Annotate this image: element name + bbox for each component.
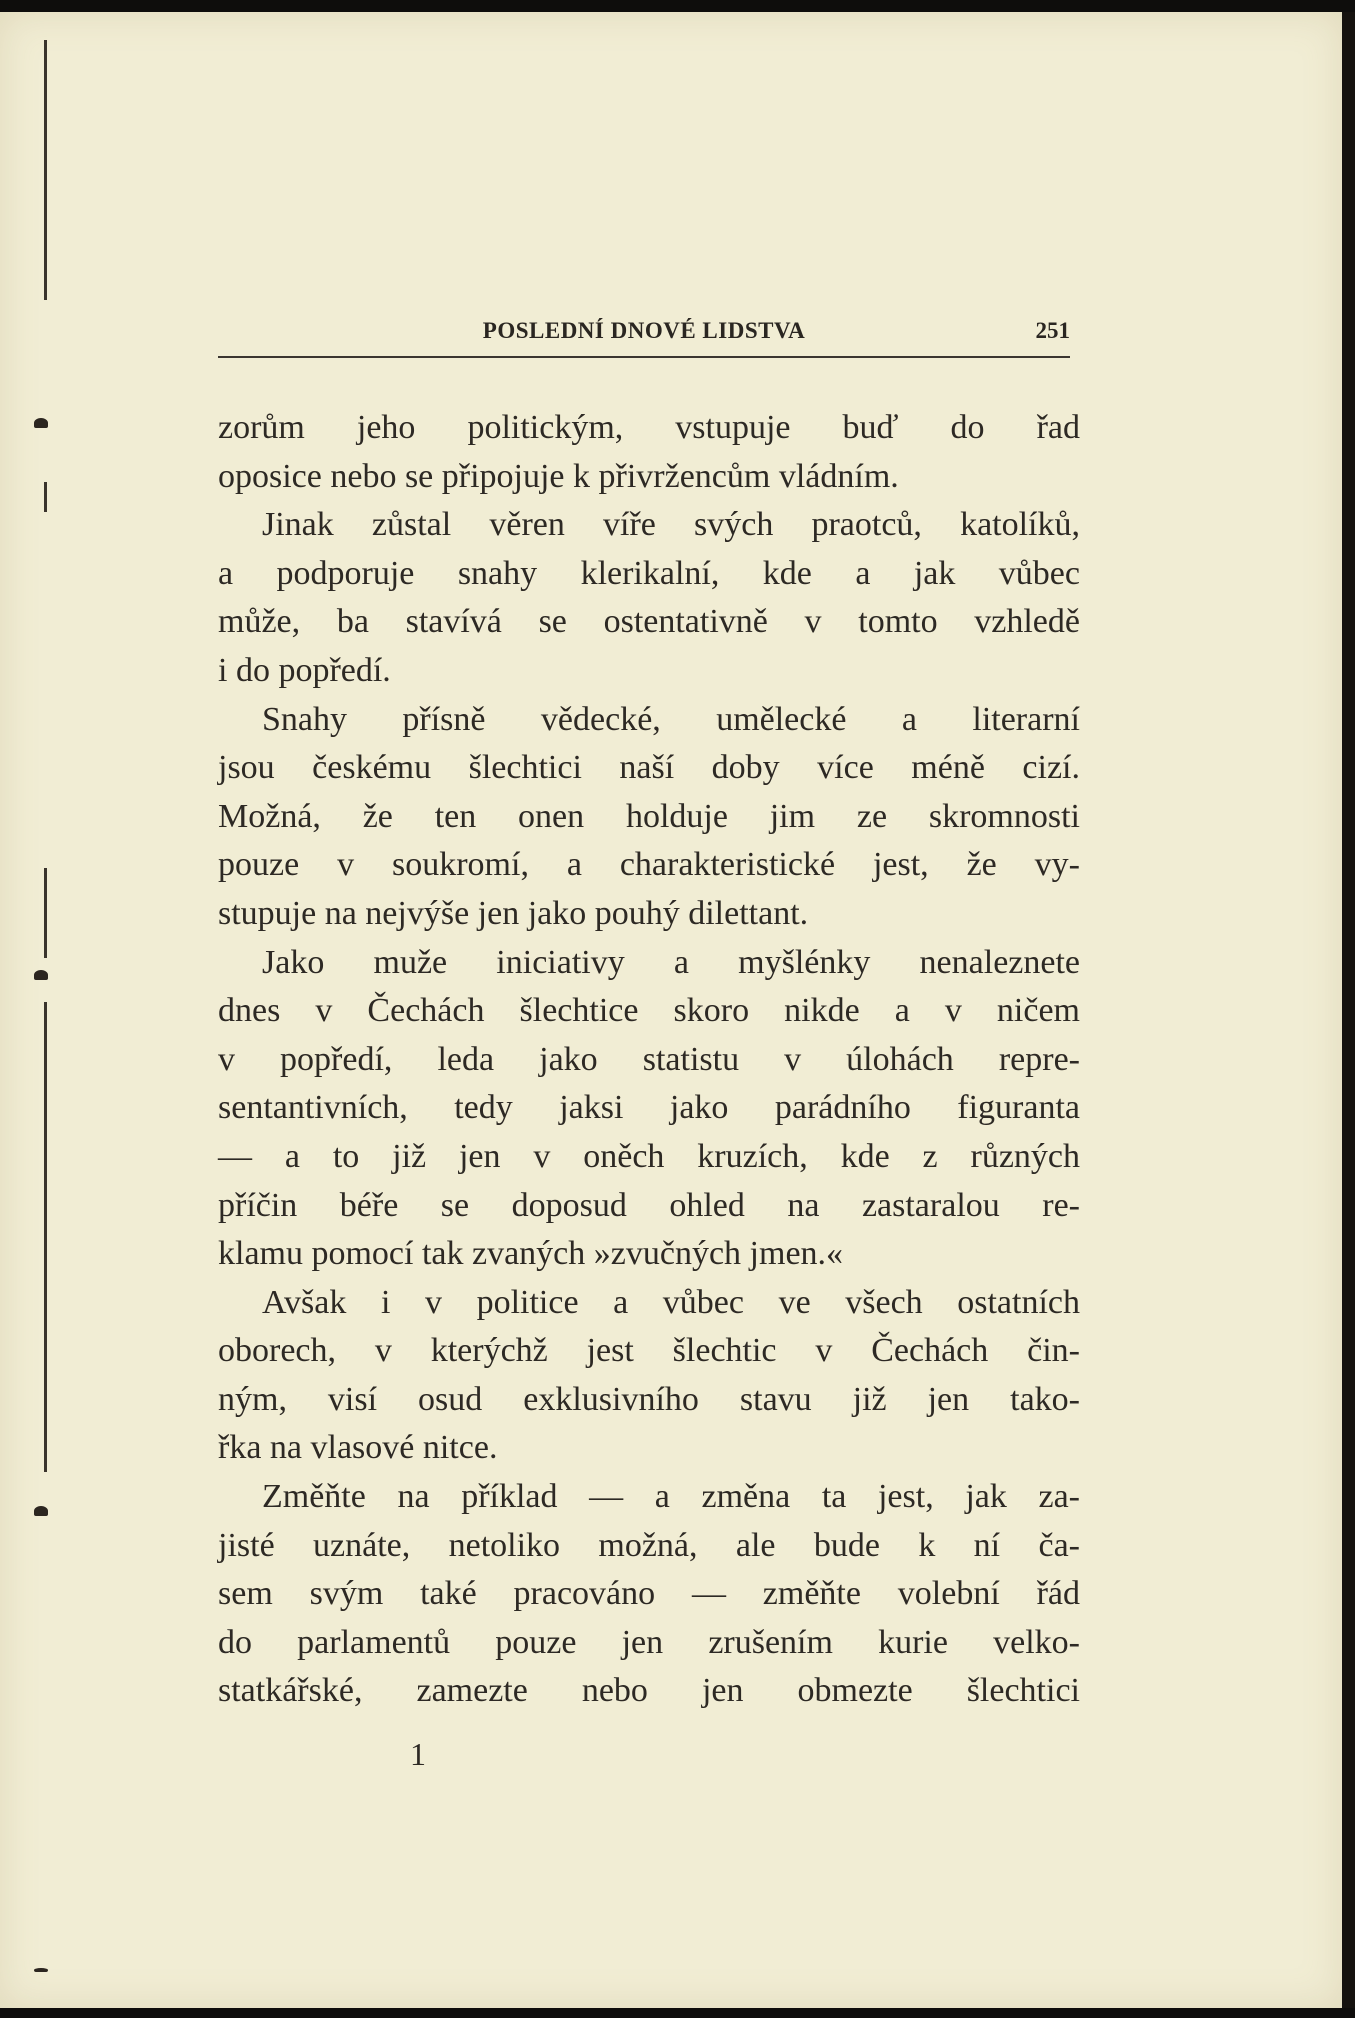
text-line: a podporuje snahy klerikalní, kde a jak vůbec: [218, 554, 1080, 592]
text-line: — a to již jen v oněch kruzích, kde z různých: [218, 1137, 1080, 1175]
running-title: POSLEDNÍ DNOVÉ LIDSTVA: [482, 318, 806, 343]
text-line: sentantivních, tedy jaksi jako parádního figuranta: [218, 1089, 1080, 1127]
text-line: klamu pomocí tak zvaných »zvučných jmen.«: [218, 1235, 844, 1273]
text-line: oborech, v kterýchž jest šlechtic v Čechách čin-: [218, 1332, 1080, 1370]
page-edge-shadow: [1342, 12, 1355, 2008]
running-head: [218, 316, 1070, 358]
text-line: řka na vlasové nitce.: [218, 1429, 498, 1467]
text-line: statkářské, zamezte nebo jen obmezte šlechtici: [218, 1672, 1080, 1710]
page-number: 251: [1035, 318, 1070, 343]
gutter-line: [44, 40, 47, 300]
text-line: Jako muže iniciativy a myšlénky nenaleznete: [262, 943, 1080, 981]
text-line: i do popředí.: [218, 651, 391, 689]
text-line: může, ba stavívá se ostentativně v tomto vzhledě: [218, 603, 1080, 641]
text-line: dnes v Čechách šlechtice skoro nikde a v ničem: [218, 992, 1080, 1030]
text-line: Snahy přísně vědecké, umělecké a literarní: [262, 700, 1080, 738]
text-line: Avšak i v politice a vůbec ve všech ostatních: [262, 1283, 1080, 1321]
text-line: Možná, že ten onen holduje jim ze skromnosti: [218, 797, 1080, 835]
text-line: ným, visí osud exklusivního stavu již jen tako-: [218, 1380, 1080, 1418]
gutter-line: [44, 1002, 47, 1472]
text-line: zorům jeho politickým, vstupuje buď do řad: [218, 409, 1080, 446]
text-line: oposice nebo se připojuje k přivržencům vládním.: [218, 457, 899, 495]
gutter-line: [44, 482, 47, 512]
gutter-mark: [34, 418, 48, 428]
text-line: v popředí, leda jako statistu v úlohách repre-: [218, 1040, 1080, 1078]
text-line: Změňte na příklad — a změna ta jest, jak za-: [262, 1478, 1080, 1516]
text-line: Jinak zůstal věren víře svých praotců, katolíků,: [262, 506, 1080, 544]
gutter-mark: [34, 970, 48, 980]
text-line: sem svým také pracováno — změňte volební řád: [218, 1575, 1080, 1613]
text-line: jsou českému šlechtici naší doby více méně cizí.: [218, 749, 1080, 787]
gutter-mark: [34, 1968, 48, 1972]
text-line: příčin béře se doposud ohled na zastaralou re-: [218, 1186, 1080, 1224]
text-line: do parlamentů pouze jen zrušením kurie velko-: [218, 1623, 1080, 1661]
signature-mark: 1: [410, 1736, 426, 1772]
text-line: pouze v soukromí, a charakteristické jest, že vy-: [218, 846, 1080, 884]
text-line: jisté uznáte, netoliko možná, ale bude k ní ča-: [218, 1526, 1080, 1564]
gutter-line: [44, 868, 47, 958]
gutter-mark: [34, 1506, 48, 1516]
body-text: [218, 404, 1080, 1716]
text-line: stupuje na nejvýše jen jako pouhý dilettant.: [218, 894, 809, 932]
